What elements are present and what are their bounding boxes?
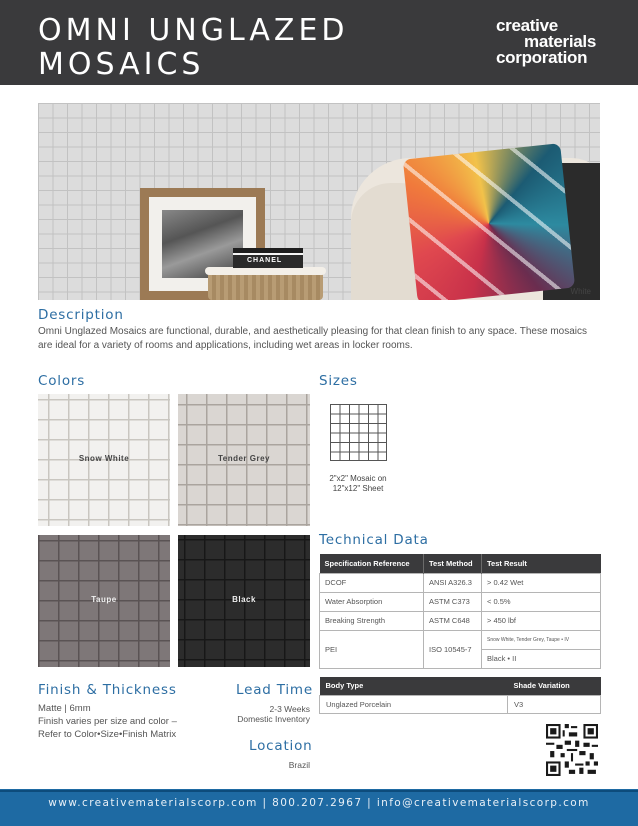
finish-line-2: Finish varies per size and color – [38, 716, 177, 727]
table-cell: Snow White, Tender Grey, Taupe • IV [482, 630, 601, 649]
title-line-1: OMNI UNGLAZED [38, 13, 349, 48]
table-cell: Unglazed Porcelain [320, 695, 508, 713]
table-cell: Breaking Strength [320, 611, 424, 630]
hero-image [38, 103, 600, 300]
finish-line-1: Matte | 6mm [38, 703, 91, 714]
column-header: Shade Variation [508, 677, 601, 695]
colors-heading: Colors [38, 373, 86, 389]
sizes-heading: Sizes [319, 373, 358, 389]
table-cell: > 450 lbf [482, 611, 601, 630]
table-header-row [320, 554, 601, 573]
lead-time-line-1: 2-3 Weeks [269, 704, 310, 714]
title-line-2: MOSAICS [38, 47, 205, 82]
size-caption [318, 474, 398, 494]
page-header [0, 0, 638, 85]
book-label: CHANEL [247, 257, 283, 264]
table-row [320, 695, 601, 713]
column-header: Body Type [320, 677, 508, 695]
column-header: Specification Reference [320, 554, 424, 573]
side-table-top [205, 267, 326, 275]
table-cell: ISO 10545-7 [424, 630, 482, 668]
finish-text [38, 702, 177, 741]
swatch-label: Snow White [78, 454, 130, 463]
lead-time-line-2: Domestic Inventory [237, 714, 310, 724]
swatch-label: Tender Grey [217, 454, 271, 463]
colorful-pillow [403, 143, 575, 300]
lead-time-text [200, 704, 310, 724]
hero-caption: White [570, 287, 591, 296]
swatch-tender-grey [178, 394, 310, 526]
table-cell: V3 [508, 695, 601, 713]
table-row [320, 611, 601, 630]
swatch-taupe [38, 535, 170, 667]
table-cell: PEI [320, 630, 424, 668]
swatch-label: Black [232, 595, 256, 604]
table-cell: ASTM C373 [424, 592, 482, 611]
technical-heading: Technical Data [319, 532, 429, 548]
lead-time-heading: Lead Time [236, 682, 313, 698]
logo-line-2: materials [524, 32, 596, 51]
body-type-table [319, 677, 601, 714]
size-caption-line-1: 2"x2" Mosaic on [329, 474, 387, 483]
swatch-snow-white [38, 394, 170, 526]
table-cell: Water Absorption [320, 592, 424, 611]
finish-heading: Finish & Thickness [38, 682, 177, 698]
logo-line-1: creative [496, 16, 558, 35]
table-cell: ASTM C648 [424, 611, 482, 630]
swatch-label: Taupe [91, 595, 117, 604]
technical-table [319, 554, 601, 669]
column-header: Test Method [424, 554, 482, 573]
footer-contact[interactable]: www.creativematerialscorp.com | 800.207.2967 | info@creativematerialscorp.com [48, 797, 590, 809]
table-row [320, 630, 601, 649]
mosaic-grid-icon [330, 404, 387, 461]
description-text: Omni Unglazed Mosaics are functional, durable, and aesthetically pleasing for that clean finish to any space. These mosaics are ideal for a variety of rooms and applications, including wet areas in locker rooms. [38, 326, 588, 351]
table-cell: DCOF [320, 573, 424, 592]
table-cell: ANSI A326.3 [424, 573, 482, 592]
location-heading: Location [249, 738, 313, 754]
table-row [320, 592, 601, 611]
finish-line-3: Refer to Color•Size•Finish Matrix [38, 729, 177, 740]
table-cell: Black • II [482, 649, 601, 668]
table-cell: > 0.42 Wet [482, 573, 601, 592]
company-logo [496, 18, 596, 66]
table-header-row [320, 677, 601, 695]
table-row [320, 573, 601, 592]
book-stack [233, 248, 303, 268]
description-heading: Description [38, 307, 124, 323]
size-caption-line-2: 12"x12" Sheet [332, 484, 384, 493]
column-header: Test Result [482, 554, 601, 573]
location-value: Brazil [288, 760, 310, 770]
swatch-black [178, 535, 310, 667]
footer-divider [0, 790, 638, 792]
product-title [38, 14, 349, 82]
logo-line-3: corporation [496, 48, 588, 67]
qr-code-icon[interactable] [546, 724, 598, 776]
table-cell: < 0.5% [482, 592, 601, 611]
